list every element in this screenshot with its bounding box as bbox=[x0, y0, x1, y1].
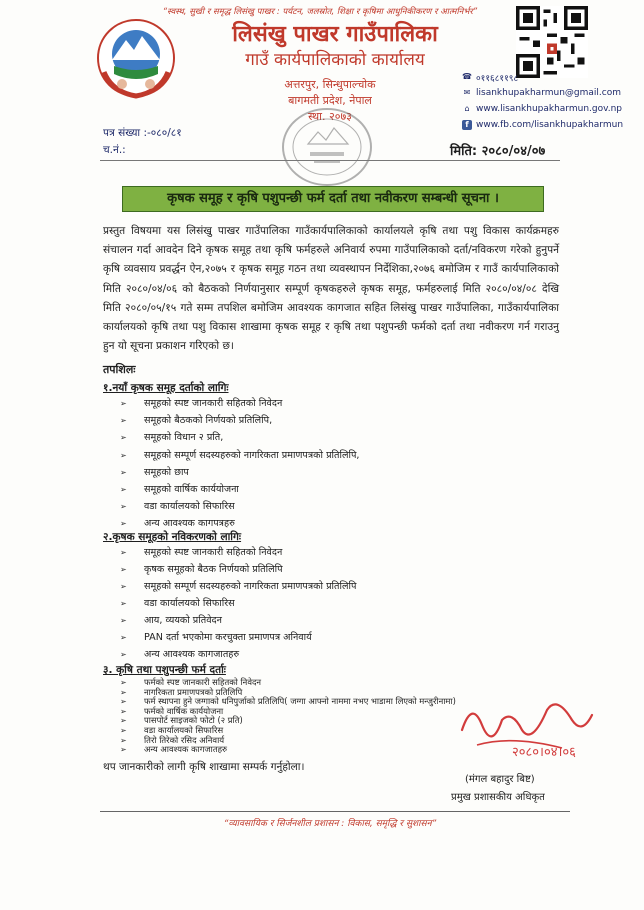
arrow-bullet-icon: ➢ bbox=[120, 582, 127, 591]
arrow-bullet-icon: ➢ bbox=[120, 633, 127, 642]
list-item: ➢ समूहको विधान २ प्रति, bbox=[120, 432, 224, 443]
arrow-bullet-icon: ➢ bbox=[120, 468, 127, 477]
list-item: ➢ समूहको स्पष्ट जानकारी सहितको निवेदन bbox=[120, 547, 283, 558]
office-subtitle: गाउँ कार्यपालिकाको कार्यालय bbox=[245, 50, 425, 70]
footer-slogan: “व्यावसायिक र सिर्जनशील प्रशासन : विकास, समृद्धि र सुशासन” bbox=[223, 819, 437, 829]
emblem-icon bbox=[92, 14, 180, 102]
address-line-1: अत्तरपुर, सिन्धुपाल्चोक bbox=[284, 78, 376, 91]
list-item: ➢ फर्म स्थापना हुने जग्गाको धनिपुर्जाको प्रतिलिपि( जग्गा आफ्नो नाममा नभए भाडामा लिएको मन्जुरीनामा) bbox=[120, 696, 456, 707]
arrow-bullet-icon: ➢ bbox=[120, 565, 127, 574]
notice-body: प्रस्तुत विषयमा यस लिसंखु पाखर गाउँपालिका गाउँकार्यपालिकाको कार्यालयले कृषि तथा पशु विकास कार्यक्रमहरु संचालन गर्दा आवदेन दिने कृषक समूह तथा कृषि फर्महरुले अनिवार्य रुपमा गाउँपालिकाको दर्ता/नविकरण गरेको हुनुपर्ने कृषि व्यवसाय प्रवर्द्धन ऐन,२०७५ र कृषक समूह गठन तथा व्यवस्थापन निर्देशिका,२०७६ बमोजिम र गाउँ कार्यपालिकाको मिति २०८०/०४/०६ को बैठकको निर्णयानुसार सम्पूर्ण कृषकहरुले कृषक समूह, फर्महरुलाई मिति २०८०/०४/०८ देखि मिति २०८०/०५/१५ गते सम्म तपशिल बमोजिम आवश्यक कागजात सहित लिसंखु पाखर गाउँपालिका, गाउँकार्यपालिका कार्यालयको कृषि तथा पशु विकास शाखामा कृषक समूह र कृषि तथा पशुपन्छी फर्मको दर्ता तथा नवीकरण गर्न गराउनु हुन यो सूचना प्रकाशन गरिएको छ। bbox=[103, 225, 559, 353]
notice-date: मिति: २०८०/०४/०७ bbox=[450, 144, 546, 159]
notice-title: कृषक समूह र कृषि पशुपन्छी फर्म दर्ता तथा नवीकरण सम्बन्धी सूचना । bbox=[122, 186, 544, 212]
header-slogan: “स्वस्थ, सुखी र समृद्ध लिसंखु पाखर : पर्यटन, जलस्रोत, शिक्षा र कृषिमा आधुनिकीकरण र आत्मनिर्भर” bbox=[162, 7, 478, 17]
arrow-bullet-icon: ➢ bbox=[120, 433, 127, 442]
arrow-bullet-icon: ➢ bbox=[120, 519, 127, 528]
signatory-name: (मंगल बहादुर बिष्ट) bbox=[465, 774, 535, 785]
list-item: ➢ आय, व्ययको प्रतिवेदन bbox=[120, 615, 222, 626]
list-item: ➢ नागरिकता प्रमाणपत्रको प्रतिलिपि bbox=[120, 686, 243, 697]
list-item: ➢ वडा कार्यालयको सिफारिस bbox=[120, 598, 235, 609]
footer-divider bbox=[100, 811, 570, 812]
arrow-bullet-icon: ➢ bbox=[120, 451, 127, 460]
arrow-bullet-icon: ➢ bbox=[120, 548, 127, 557]
signature-date: २०८०।०४।०६ bbox=[512, 745, 576, 760]
signature-icon bbox=[452, 690, 602, 760]
list-item: ➢ समूहको स्पष्ट जानकारी सहितको निवेदन bbox=[120, 398, 283, 409]
contact-phone: ☎ ०११६८११९८ bbox=[462, 72, 519, 84]
contact-facebook[interactable]: f www.fb.com/lisankhupakharmun bbox=[462, 117, 642, 133]
list-item: ➢ PAN दर्ता भएकोमा करचुक्ता प्रमाणपत्र अनिवार्य bbox=[120, 632, 312, 643]
arrow-bullet-icon: ➢ bbox=[120, 599, 127, 608]
list-item: ➢ तिरो तिरेको रसिद अनिवार्य bbox=[120, 734, 225, 745]
list-item: ➢ समूहको छाप bbox=[120, 467, 189, 478]
list-item: ➢ समूहको वार्षिक कार्ययोजना bbox=[120, 484, 239, 495]
arrow-bullet-icon: ➢ bbox=[120, 687, 127, 697]
details-label: तपशिलः bbox=[103, 363, 136, 376]
letter-number: पत्र संख्या :-०८०/८१ bbox=[103, 127, 182, 139]
contact-note: थप जानकारीको लागी कृषि शाखामा सम्पर्क गर्नुहोला। bbox=[103, 760, 305, 773]
arrow-bullet-icon: ➢ bbox=[120, 650, 127, 659]
arrow-bullet-icon: ➢ bbox=[120, 706, 127, 716]
section-heading-renewal: २.कृषक समूहको नविकरणको लागिः bbox=[103, 531, 242, 543]
email-icon: ✉ bbox=[463, 88, 471, 97]
arrow-bullet-icon: ➢ bbox=[120, 616, 127, 625]
list-item: ➢ फर्मको वार्षिक कार्ययोजना bbox=[120, 705, 224, 716]
arrow-bullet-icon: ➢ bbox=[120, 697, 127, 707]
facebook-icon: f bbox=[462, 120, 472, 130]
arrow-bullet-icon: ➢ bbox=[120, 485, 127, 494]
header-divider bbox=[100, 160, 560, 161]
office-title: लिसंखु पाखर गाउँपालिका bbox=[232, 22, 438, 47]
web-icon: ⌂ bbox=[464, 104, 470, 113]
phone-icon: ☎ bbox=[462, 72, 472, 81]
list-item: ➢ कृषक समूहको बैठक निर्णयको प्रतिलिपि bbox=[120, 564, 283, 575]
address-line-2: बागमती प्रदेश, नेपाल bbox=[288, 94, 372, 107]
list-item: ➢ समूहको सम्पूर्ण सदस्यहरुको नागरिकता प्रमाणपत्रको प्रतिलिपि bbox=[120, 581, 357, 592]
arrow-bullet-icon: ➢ bbox=[120, 502, 127, 511]
list-item: ➢ पासपोर्ट साइजको फोटो (२ प्रति) bbox=[120, 715, 243, 726]
list-item: ➢ अन्य आवश्यक कागजातहरु bbox=[120, 649, 240, 660]
qr-code-icon bbox=[516, 6, 588, 78]
section-heading-firm: ३. कृषि तथा पशुपन्छी फर्म दर्ताः bbox=[103, 664, 226, 676]
contact-block bbox=[462, 69, 642, 133]
office-stamp-icon bbox=[278, 104, 376, 190]
list-item: ➢ अन्य आवश्यक कागपत्रहरु bbox=[120, 518, 235, 529]
list-item: ➢ समूहको बैठकको निर्णयको प्रतिलिपि, bbox=[120, 415, 273, 426]
contact-website[interactable]: ⌂ www.lisankhupakharmun.gov.np bbox=[462, 101, 642, 117]
list-item: ➢ वडा कार्यालयको सिफारिस bbox=[120, 725, 224, 735]
established-year: स्था. २०७३ bbox=[308, 110, 352, 123]
list-item: ➢ फर्मको स्पष्ट जानकारी सहितको निवेदन bbox=[120, 677, 262, 687]
list-item: ➢ अन्य आवश्यक कागजातहरु bbox=[120, 744, 228, 755]
arrow-bullet-icon: ➢ bbox=[120, 416, 127, 425]
arrow-bullet-icon: ➢ bbox=[120, 399, 127, 408]
list-item: ➢ वडा कार्यालयको सिफारिस bbox=[120, 501, 235, 512]
section-heading-new-group: १.नयाँ कृषक समूह दर्ताको लागिः bbox=[103, 382, 229, 394]
arrow-bullet-icon: ➢ bbox=[120, 735, 127, 745]
list-item: ➢ समूहको सम्पूर्ण सदस्यहरुको नागरिकता प्रमाणपत्रको प्रतिलिपि, bbox=[120, 450, 360, 461]
signatory-designation: प्रमुख प्रशासकीय अधिकृत bbox=[451, 792, 545, 803]
arrow-bullet-icon: ➢ bbox=[120, 678, 127, 687]
arrow-bullet-icon: ➢ bbox=[120, 716, 127, 726]
dispatch-number: च.नं.: bbox=[103, 144, 126, 156]
arrow-bullet-icon: ➢ bbox=[120, 745, 127, 755]
contact-email[interactable]: ✉ lisankhupakharmun@gmail.com bbox=[463, 88, 621, 98]
arrow-bullet-icon: ➢ bbox=[120, 726, 127, 735]
